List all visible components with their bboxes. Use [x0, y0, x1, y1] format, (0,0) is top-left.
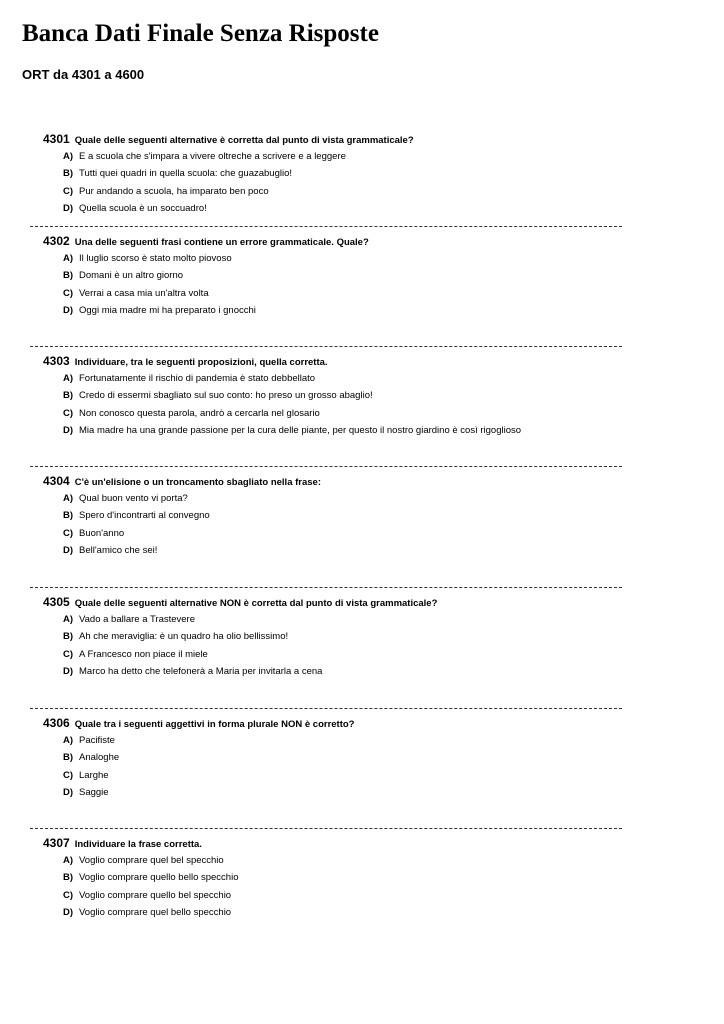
answer-option [63, 528, 124, 539]
answer-option [63, 907, 231, 918]
answer-option [63, 390, 373, 401]
answer-option [63, 270, 183, 281]
question-header [43, 232, 369, 250]
option-label: D) [63, 545, 74, 557]
question-header [43, 593, 437, 611]
option-text: Quella scuola è un soccuadro! [79, 203, 207, 215]
option-label: A) [63, 253, 74, 264]
question-header [43, 352, 328, 370]
option-text: Vado a ballare a Trastevere [79, 614, 196, 625]
option-text: Voglio comprare quello bel specchio [79, 889, 232, 901]
option-label: C) [63, 407, 74, 419]
option-text: Pacifiste [79, 735, 115, 746]
question-header [43, 714, 354, 732]
option-text: Voglio comprare quel bel specchio [79, 855, 224, 866]
answer-option [63, 151, 346, 162]
dashed-separator [30, 466, 622, 467]
option-text: Il luglio scorso è stato molto piovoso [79, 253, 232, 264]
page-subtitle: ORT da 4301 a 4600 [22, 67, 145, 82]
question-text: Individuare, tra le seguenti proposizioni, quella corretta. [74, 357, 328, 368]
page-title: Banca Dati Finale Senza Risposte [22, 20, 379, 47]
option-text: Saggie [79, 787, 109, 799]
option-text: A Francesco non piace il miele [79, 648, 208, 660]
dashed-separator [30, 828, 622, 829]
answer-option [63, 373, 315, 384]
option-label: C) [63, 185, 74, 197]
answer-option [63, 890, 231, 901]
option-text: E a scuola che s'impara a vivere oltreche a scrivere e a leggere [79, 151, 346, 162]
option-label: A) [63, 855, 74, 866]
option-label: A) [63, 614, 74, 625]
option-text: Verrai a casa mia un'altra volta [79, 287, 209, 299]
question-text: Quale tra i seguenti aggettivi in forma plurale NON è corretto? [74, 719, 355, 730]
option-label: C) [63, 889, 74, 901]
answer-option [63, 425, 521, 436]
dashed-separator [30, 587, 622, 588]
option-label: D) [63, 305, 74, 317]
answer-option [63, 253, 232, 264]
answer-option [63, 203, 207, 214]
option-text: Voglio comprare quel bello specchio [79, 907, 232, 919]
option-label: B) [63, 270, 74, 282]
option-label: D) [63, 203, 74, 215]
question-text: Quale delle seguenti alternative NON è corretta dal punto di vista grammaticale? [74, 598, 438, 609]
question-text: Individuare la frase corretta. [74, 839, 202, 850]
dashed-separator [30, 226, 622, 227]
option-text: Voglio comprare quello bello specchio [79, 872, 239, 884]
question-header [43, 472, 321, 490]
option-text: Qual buon vento vi porta? [79, 493, 188, 504]
option-label: D) [63, 425, 74, 437]
answer-option [63, 787, 109, 798]
question-header [43, 130, 414, 148]
question-text: Quale delle seguenti alternative è corretta dal punto di vista grammaticale? [74, 135, 414, 146]
question-text: C'è un'elisione o un troncamento sbagliato nella frase: [74, 477, 321, 488]
question-number: 4303 [43, 354, 70, 368]
option-text: Analoghe [79, 752, 120, 764]
answer-option [63, 631, 288, 642]
option-label: D) [63, 666, 74, 678]
answer-option [63, 872, 239, 883]
option-label: C) [63, 287, 74, 299]
answer-option [63, 752, 119, 763]
answer-option [63, 855, 224, 866]
option-label: C) [63, 648, 74, 660]
option-text: Bell'amico che sei! [79, 545, 158, 557]
question-number: 4307 [43, 836, 70, 850]
option-label: D) [63, 787, 74, 799]
answer-option [63, 649, 208, 660]
question-header [43, 834, 202, 852]
option-text: Credo di essermi sbagliato sul suo conto: ho preso un grosso abaglio! [79, 390, 373, 402]
question-text: Una delle seguenti frasi contiene un errore grammaticale. Quale? [74, 237, 369, 248]
option-label: D) [63, 907, 74, 919]
answer-option [63, 614, 195, 625]
option-label: A) [63, 373, 74, 384]
answer-option [63, 288, 209, 299]
option-label: A) [63, 493, 74, 504]
answer-option [63, 186, 269, 197]
question-number: 4302 [43, 234, 70, 248]
option-label: B) [63, 390, 74, 402]
option-text: Larghe [79, 769, 109, 781]
option-label: B) [63, 752, 74, 764]
dashed-separator [30, 346, 622, 347]
option-text: Oggi mia madre mi ha preparato i gnocchi [79, 305, 256, 317]
option-text: Non conosco questa parola, andrò a cercarla nel glosario [79, 407, 320, 419]
option-text: Domani è un altro giorno [79, 270, 184, 282]
question-number: 4305 [43, 595, 70, 609]
option-text: Ah che meraviglia: è un quadro ha olio bellissimo! [79, 631, 289, 643]
answer-option [63, 305, 256, 316]
answer-option [63, 510, 210, 521]
option-label: B) [63, 631, 74, 643]
option-text: Buon'anno [79, 527, 125, 539]
answer-option [63, 545, 157, 556]
question-number: 4304 [43, 474, 70, 488]
option-label: A) [63, 151, 74, 162]
answer-option [63, 735, 115, 746]
option-label: B) [63, 510, 74, 522]
option-label: C) [63, 769, 74, 781]
answer-option [63, 493, 188, 504]
answer-option [63, 168, 292, 179]
option-text: Marco ha detto che telefonerà a Maria per invitarla a cena [79, 666, 323, 678]
option-label: C) [63, 527, 74, 539]
question-number: 4301 [43, 132, 70, 146]
option-label: A) [63, 735, 74, 746]
option-text: Pur andando a scuola, ha imparato ben poco [79, 185, 269, 197]
option-label: B) [63, 168, 74, 180]
option-label: B) [63, 872, 74, 884]
question-number: 4306 [43, 716, 70, 730]
answer-option [63, 770, 109, 781]
option-text: Spero d'incontrarti al convegno [79, 510, 210, 522]
option-text: Fortunatamente il rischio di pandemia è stato debbellato [79, 373, 316, 384]
option-text: Tutti quei quadri in quella scuola: che guazabuglio! [79, 168, 293, 180]
answer-option [63, 408, 320, 419]
answer-option [63, 666, 322, 677]
option-text: Mia madre ha una grande passione per la cura delle piante, per questo il nostro giardino è così rigoglioso [79, 425, 522, 437]
dashed-separator [30, 708, 622, 709]
